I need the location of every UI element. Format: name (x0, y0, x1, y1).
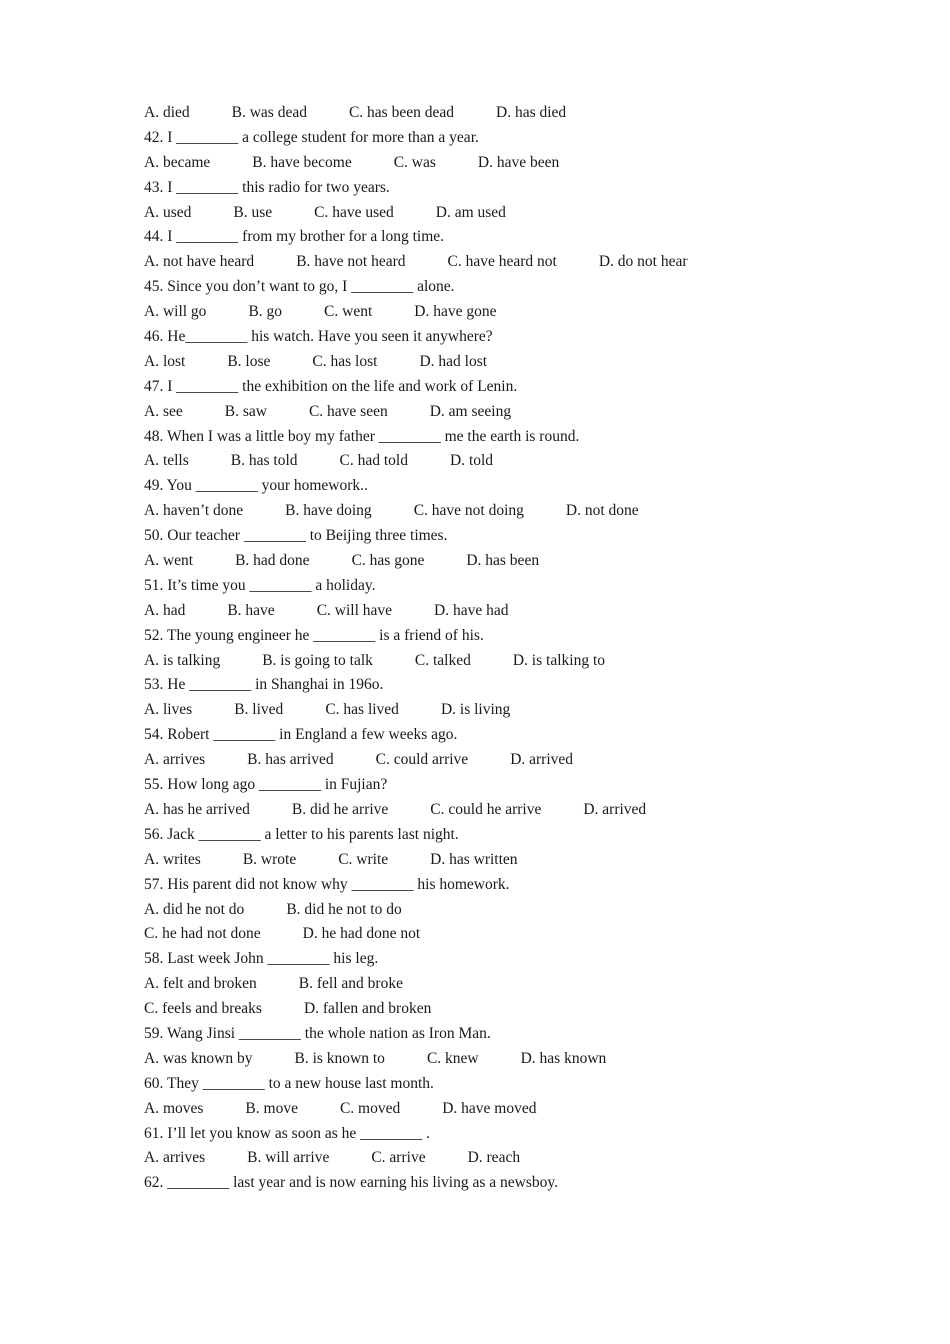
question-line (144, 425, 904, 450)
question-text: 47. I ________ the exhibition on the life and work of Lenin. (144, 377, 518, 395)
answer-option: D. not done (565, 502, 639, 520)
answer-option: A. writes (144, 850, 201, 868)
answer-option: B. move (245, 1099, 298, 1117)
question-text: 49. You ________ your homework.. (144, 477, 368, 495)
question-line (144, 225, 904, 250)
answer-options-line (144, 1146, 904, 1171)
answer-options-line (144, 698, 904, 723)
answer-option: B. have (227, 601, 275, 619)
answer-option: A. had (144, 601, 186, 619)
answer-option: B. wrote (242, 850, 297, 868)
question-line (144, 1171, 904, 1196)
answer-option: D. reach (467, 1149, 521, 1167)
answer-option: B. did he not to do (286, 900, 402, 918)
answer-options-line (144, 748, 904, 773)
answer-option: B. was dead (231, 104, 307, 121)
question-text: 57. His parent did not know why ________ his homework. (144, 875, 510, 893)
question-line (144, 947, 904, 972)
question-line (144, 624, 904, 649)
question-text: 62. ________ last year and is now earning his living as a newsboy. (144, 1174, 558, 1192)
answer-option: A. is talking (144, 651, 221, 669)
answer-options-line (144, 101, 904, 126)
answer-option: C. moved (339, 1099, 401, 1117)
question-line (144, 1122, 904, 1147)
answer-option: C. write (338, 850, 389, 868)
answer-option: A. became (144, 153, 211, 171)
answer-option: C. has been dead (348, 104, 454, 121)
answer-option: D. has been (466, 552, 540, 570)
answer-option: D. do not hear (598, 253, 688, 271)
answer-option: C. have used (314, 203, 394, 221)
answer-option: B. has told (230, 452, 298, 470)
answer-option: A. lives (144, 701, 193, 719)
answer-option: C. arrive (371, 1149, 426, 1167)
answer-options-line (144, 549, 904, 574)
answer-option: D. he had done not (302, 925, 421, 943)
answer-option: B. fell and broke (298, 975, 403, 993)
question-line (144, 474, 904, 499)
answer-options-line (144, 972, 904, 997)
answer-option: D. is talking to (512, 651, 605, 669)
answer-option: B. have doing (285, 502, 372, 520)
answer-option: D. have gone (414, 303, 497, 321)
answer-options-line (144, 499, 904, 524)
answer-option: D. had lost (419, 352, 488, 370)
answer-option: C. knew (426, 1049, 479, 1067)
answer-option: B. will arrive (247, 1149, 330, 1167)
answer-option: A. used (144, 203, 192, 221)
answer-options-line (144, 1047, 904, 1072)
answer-options-line (144, 449, 904, 474)
question-text: 48. When I was a little boy my father ________ me the earth is round. (144, 427, 580, 445)
question-text: 45. Since you don’t want to go, I ________ alone. (144, 278, 455, 296)
answer-option: A. did he not do (144, 900, 245, 918)
answer-option: A. moves (144, 1099, 204, 1117)
answer-options-line (144, 151, 904, 176)
question-line (144, 723, 904, 748)
answer-option: B. have not heard (296, 253, 406, 271)
answer-option: A. died (144, 104, 190, 121)
question-text: 54. Robert ________ in England a few weeks ago. (144, 726, 458, 744)
answer-option: C. have heard not (447, 253, 557, 271)
answer-option: C. he had not done (144, 925, 261, 943)
answer-options-line (144, 300, 904, 325)
question-line (144, 773, 904, 798)
question-text: 50. Our teacher ________ to Beijing three times. (144, 527, 448, 545)
question-text: 46. He________ his watch. Have you seen it anywhere? (144, 328, 493, 346)
answer-option: A. will go (144, 303, 207, 321)
answer-option: C. will have (316, 601, 393, 619)
answer-options-line (144, 250, 904, 275)
answer-options-line (144, 997, 904, 1022)
question-line (144, 524, 904, 549)
question-line (144, 873, 904, 898)
answer-option: C. has lost (312, 352, 378, 370)
answer-options-line (144, 201, 904, 226)
question-text: 51. It’s time you ________ a holiday. (144, 576, 376, 594)
answer-option: B. saw (224, 402, 267, 420)
answer-option: A. tells (144, 452, 189, 470)
answer-options-line (144, 848, 904, 873)
answer-option: C. has gone (351, 552, 425, 570)
question-text: 55. How long ago ________ in Fujian? (144, 776, 388, 794)
answer-option: B. lived (234, 701, 284, 719)
question-line (144, 375, 904, 400)
answer-option: B. use (233, 203, 273, 221)
answer-option: D. has died (496, 104, 567, 121)
answer-option: A. lost (144, 352, 186, 370)
answer-options-line (144, 798, 904, 823)
question-text: 56. Jack ________ a letter to his parents last night. (144, 825, 459, 843)
answer-option: D. am seeing (429, 402, 512, 420)
question-text: 44. I ________ from my brother for a long time. (144, 228, 445, 246)
question-text: 52. The young engineer he ________ is a friend of his. (144, 626, 484, 644)
worksheet-page (144, 101, 904, 1196)
answer-option: B. lose (227, 352, 271, 370)
answer-option: D. am used (435, 203, 506, 221)
answer-option: D. arrived (510, 751, 574, 769)
answer-options-line (144, 898, 904, 923)
answer-option: B. have become (252, 153, 352, 171)
answer-option: C. was (393, 153, 436, 171)
answer-option: C. has lived (325, 701, 399, 719)
answer-option: A. was known by (144, 1049, 253, 1067)
answer-option: C. could arrive (375, 751, 469, 769)
answer-option: B. had done (235, 552, 310, 570)
answer-option: D. has written (430, 850, 518, 868)
question-text: 58. Last week John ________ his leg. (144, 950, 379, 968)
answer-option: B. has arrived (247, 751, 334, 769)
question-text: 53. He ________ in Shanghai in 196o. (144, 676, 384, 694)
answer-option: C. talked (414, 651, 471, 669)
question-text: 60. They ________ to a new house last month. (144, 1074, 434, 1092)
answer-option: A. arrives (144, 1149, 206, 1167)
answer-option: A. not have heard (144, 253, 255, 271)
answer-options-line (144, 922, 904, 947)
answer-option: A. see (144, 402, 183, 420)
answer-option: A. felt and broken (144, 975, 257, 993)
answer-option: B. is going to talk (262, 651, 373, 669)
answer-option: C. feels and breaks (144, 1000, 262, 1018)
answer-option: B. go (248, 303, 283, 321)
question-line (144, 176, 904, 201)
question-line (144, 823, 904, 848)
answer-option: A. went (144, 552, 194, 570)
answer-option: A. haven’t done (144, 502, 244, 520)
question-line (144, 1022, 904, 1047)
question-text: 59. Wang Jinsi ________ the whole nation as Iron Man. (144, 1024, 491, 1042)
answer-option: D. arrived (583, 800, 647, 818)
answer-option: D. have been (477, 153, 560, 171)
answer-options-line (144, 599, 904, 624)
answer-option: A. arrives (144, 751, 206, 769)
question-line (144, 325, 904, 350)
answer-option: C. went (324, 303, 373, 321)
answer-option: C. have not doing (413, 502, 524, 520)
answer-option: D. have moved (442, 1099, 537, 1117)
answer-option: B. did he arrive (291, 800, 389, 818)
question-line (144, 126, 904, 151)
answer-option: A. has he arrived (144, 800, 250, 818)
answer-option: C. have seen (308, 402, 388, 420)
question-line (144, 574, 904, 599)
answer-options-line (144, 350, 904, 375)
answer-option: D. fallen and broken (303, 1000, 432, 1018)
answer-option: D. told (450, 452, 494, 470)
question-line (144, 1072, 904, 1097)
answer-options-line (144, 649, 904, 674)
answer-option: C. could he arrive (430, 800, 542, 818)
question-text: 42. I ________ a college student for more than a year. (144, 128, 479, 146)
answer-options-line (144, 400, 904, 425)
question-text: 61. I’ll let you know as soon as he ________ . (144, 1124, 430, 1142)
answer-option: D. have had (434, 601, 509, 619)
answer-option: D. has known (520, 1049, 607, 1067)
question-line (144, 673, 904, 698)
answer-options-line (144, 1097, 904, 1122)
question-text: 43. I ________ this radio for two years. (144, 178, 390, 196)
question-line (144, 275, 904, 300)
answer-option: D. is living (440, 701, 511, 719)
answer-option: C. had told (339, 452, 408, 470)
answer-option: B. is known to (294, 1049, 385, 1067)
